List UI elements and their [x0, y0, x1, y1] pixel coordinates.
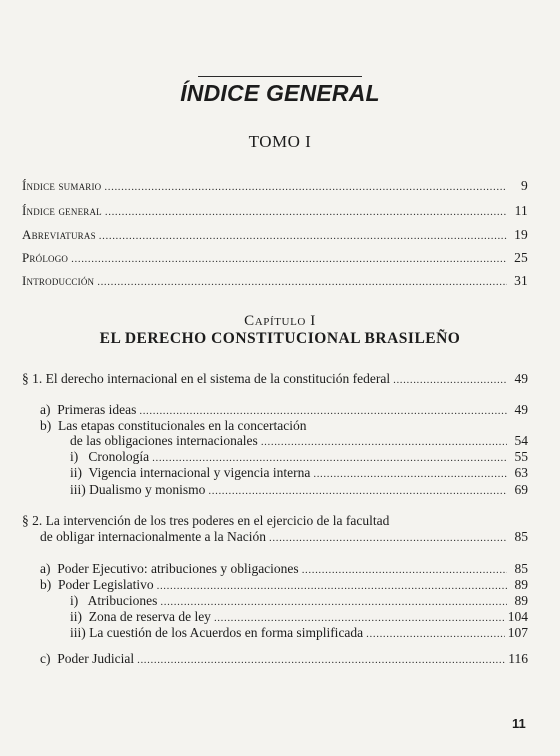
toc-entry-introduccion: [22, 273, 528, 290]
leader-dots: [393, 372, 507, 388]
toc-entry-indice-sumario: [22, 178, 528, 195]
toc-entry-label: a) Poder Ejecutivo: atribuciones y obligaciones: [40, 561, 299, 576]
leader-dots: [302, 562, 507, 578]
toc-entry-label: Abreviaturas: [22, 227, 96, 242]
chapter-label: Capítulo I: [244, 313, 316, 329]
toc-entry-label: de las obligaciones internacionales: [70, 433, 258, 448]
toc-entry-page: 19: [514, 227, 528, 242]
toc-entry-page: 55: [514, 449, 528, 464]
chapter-title: EL DERECHO CONSTITUCIONAL BRASILEÑO: [99, 330, 461, 347]
toc-entry-label: a) Primeras ideas: [40, 402, 137, 417]
leader-dots: [313, 466, 507, 482]
leader-dots: [208, 483, 507, 499]
toc-entry-label: Introducción: [22, 273, 95, 288]
toc-entry-label: § 1. El derecho internacional en el sistema de la constitución federal: [22, 371, 391, 386]
toc-entry-page: 31: [514, 273, 528, 288]
toc-entry-label: iii) Dualismo y monismo: [70, 482, 206, 497]
toc-entry-label: Índice general: [22, 203, 102, 218]
toc-subentry-acuerdos: [70, 625, 528, 642]
toc-entry-page: 9: [521, 178, 528, 193]
toc-entry-page: 85: [514, 561, 528, 576]
toc-entry-label: b) Poder Legislativo: [40, 577, 154, 592]
toc-entry-page: 89: [514, 593, 528, 608]
toc-entry-page: 49: [514, 371, 528, 386]
toc-entry-label: ii) Zona de reserva de ley: [70, 609, 211, 624]
toc-entry-label: Prólogo: [22, 250, 69, 265]
leader-dots: [71, 251, 507, 267]
toc-entry-poder-legislativo: [40, 577, 528, 594]
leader-dots: [99, 228, 507, 244]
toc-entry-poder-judicial: [40, 651, 528, 668]
toc-entry-page: 104: [507, 609, 528, 624]
toc-entry-label: iii) La cuestión de los Acuerdos en forma simplificada: [70, 625, 364, 640]
toc-entry-label: de obligar internacionalmente a la Nación: [40, 529, 267, 544]
volume-heading: TOMO I: [248, 132, 312, 151]
toc-subentry-vigencia: [70, 465, 528, 482]
page-number: 11: [512, 716, 526, 731]
toc-entry-label: c) Poder Judicial: [40, 651, 135, 666]
toc-entry-page: 63: [514, 465, 528, 480]
toc-entry-poder-ejecutivo: [40, 561, 528, 578]
toc-section-2-line2: [40, 529, 528, 546]
toc-subentry-reserva-ley: [70, 609, 528, 626]
leader-dots: [214, 610, 505, 626]
toc-section-2-line1: § 2. La intervención de los tres poderes en el ejercicio de la facultad: [22, 513, 390, 528]
toc-entry-page: 69: [514, 482, 528, 497]
toc-entry-page: 54: [514, 433, 528, 448]
toc-entry-prologo: [22, 250, 528, 267]
toc-subentry-atribuciones: [70, 593, 528, 610]
toc-entry-page: 85: [514, 529, 528, 544]
toc-entry-label: Índice sumario: [22, 178, 102, 193]
leader-dots: [104, 179, 507, 195]
leader-dots: [105, 204, 507, 220]
toc-entry-page: 11: [514, 203, 528, 218]
toc-entry-page: 116: [508, 651, 528, 666]
toc-entry-label: i) Atribuciones: [70, 593, 158, 608]
toc-subentry-cronologia: [70, 449, 528, 466]
toc-entry-label: ii) Vigencia internacional y vigencia interna: [70, 465, 311, 480]
toc-section-1: [22, 371, 528, 388]
toc-entry-page: 25: [514, 250, 528, 265]
leader-dots: [269, 530, 507, 546]
leader-dots: [152, 450, 507, 466]
toc-entry-etapas-line2: [70, 433, 528, 450]
toc-entry-page: 49: [514, 402, 528, 417]
leader-dots: [137, 652, 505, 668]
leader-dots: [139, 403, 507, 419]
leader-dots: [366, 626, 505, 642]
leader-dots: [97, 274, 507, 290]
toc-entry-indice-general: [22, 203, 528, 220]
toc-entry-etapas-line1: b) Las etapas constitucionales en la concertación: [40, 418, 307, 433]
toc-entry-abreviaturas: [22, 227, 528, 244]
title-rule: [198, 76, 362, 77]
toc-subentry-dualismo: [70, 482, 528, 499]
leader-dots: [157, 578, 507, 594]
main-title: ÍNDICE GENERAL: [180, 80, 380, 106]
toc-entry-page: 107: [507, 625, 528, 640]
leader-dots: [160, 594, 507, 610]
toc-entry-page: 89: [514, 577, 528, 592]
toc-entry-primeras-ideas: [40, 402, 528, 419]
toc-entry-label: i) Cronología: [70, 449, 150, 464]
leader-dots: [261, 434, 507, 450]
